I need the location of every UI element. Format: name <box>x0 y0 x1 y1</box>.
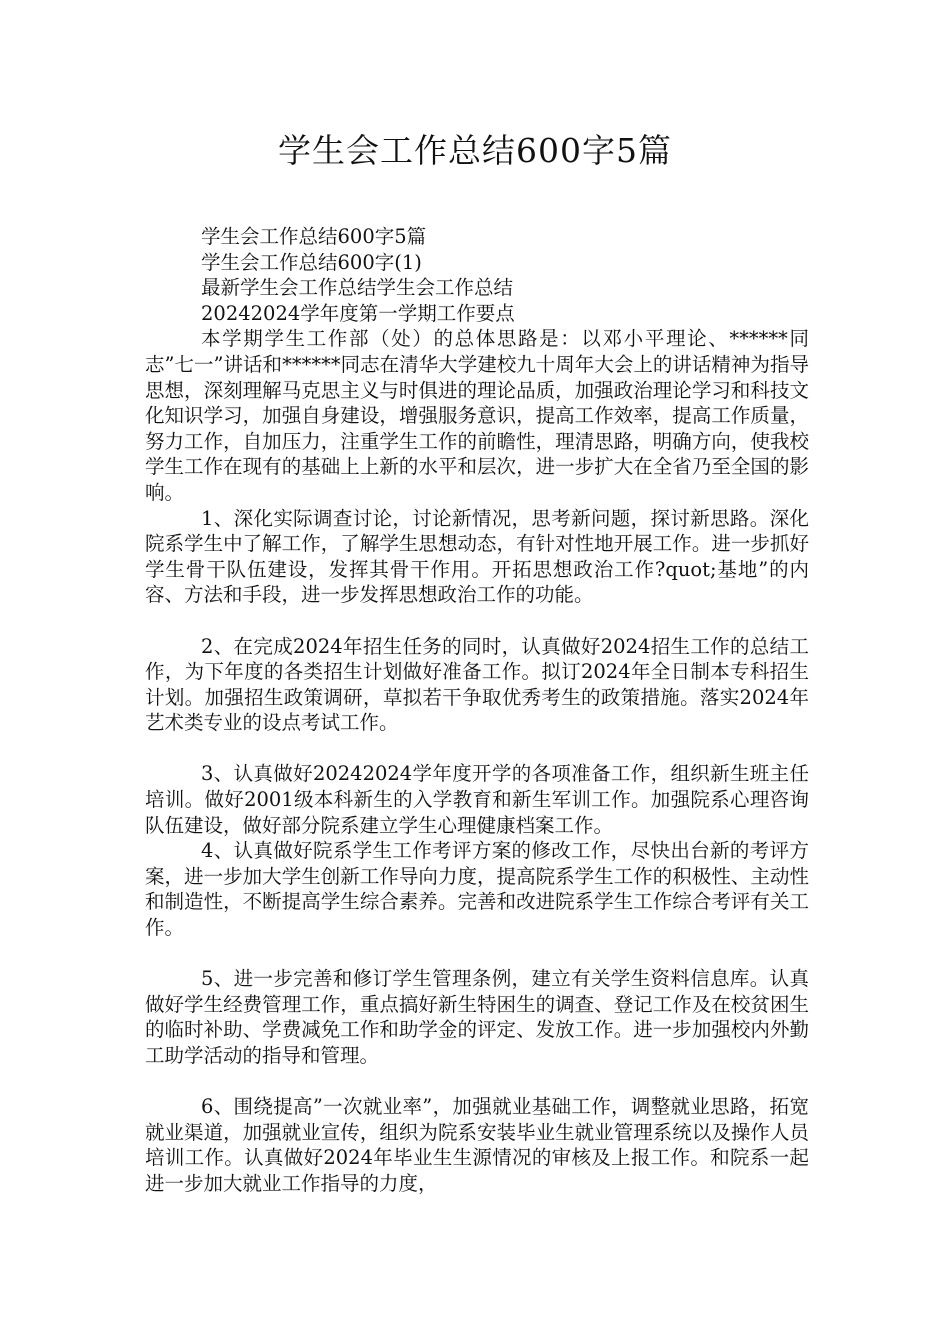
header-line: 20242024学年度第一学期工作要点 <box>201 301 515 325</box>
paragraph: 5、进一步完善和修订学生管理条例，建立有关学生资料信息库。认真做好学生经费管理工作，重点搞好新生特困生的调查、登记工作及在校贫困生的临时补助、学费减免工作和助学金的评定、发放工作。进一步加强校内外勤工助学活动的指导和管理。 <box>145 967 809 1067</box>
header-line: 学生会工作总结600字(1) <box>201 250 422 274</box>
paragraph-spacer <box>145 1069 809 1095</box>
header-line: 最新学生会工作总结学生会工作总结 <box>201 276 514 300</box>
paragraph: 2、在完成2024年招生任务的同时，认真做好2024招生工作的总结工作，为下年度的各类招生计划做好准备工作。拟订2024年全日制本专科招生计划。加强招生政策调研，草拟若干争取优秀考生的政策措施。落实2024年艺术类专业的设点考试工作。 <box>145 634 809 735</box>
paragraph: 1、深化实际调查讨论，讨论新情况，思考新问题，探讨新思路。深化院系学生中了解工作，了解学生思想动态，有针对性地开展工作。进一步抓好学生骨干队伍建设，发挥其骨干作用。开拓思想政治工作?quot;基地”的内容、方法和手段，进一步发挥思想政治工作的功能。 <box>145 506 809 607</box>
header-line: 学生会工作总结600字5篇 <box>201 225 427 248</box>
document-body <box>145 224 809 1197</box>
paragraph-spacer <box>145 941 809 967</box>
paragraph: 3、认真做好20242024学年度开学的各项准备工作，组织新生班主任培训。做好2001级本科新生的入学教育和新生军训工作。加强院系心理咨询队伍建设，做好部分院系建立学生心理健康档案工作。 <box>145 762 809 837</box>
paragraph: 4、认真做好院系学生工作考评方案的修改工作，尽快出台新的考评方案，进一步加大学生创新工作导向力度，提高院系学生工作的积极性、主动性和制造性，不断提高学生综合素养。完善和改进院系学生工作综合考评有关工作。 <box>145 839 809 940</box>
paragraph: 6、围绕提高”一次就业率”，加强就业基础工作，调整就业思路，拓宽就业渠道，加强就业宣传，组织为院系安装毕业生就业管理系统以及操作人员培训工作。认真做好2024年毕业生生源情况的审核及上报工作。和院系一起进一步加大就业工作指导的力度， <box>145 1095 809 1195</box>
paragraph-spacer <box>145 736 809 762</box>
paragraph-spacer <box>145 608 809 634</box>
document-title: 学生会工作总结600字5篇 <box>278 131 672 170</box>
paragraph: 本学期学生工作部（处）的总体思路是：以邓小平理论、******同志”七一”讲话和******同志在清华大学建校九十周年大会上的讲话精神为指导思想，深刻理解马克思主义与时俱进的理论品质，加强政治理论学习和科技文化知识学习，加强自身建设，增强服务意识，提高工作效率，提高工作质量，努力工作，自加压力，注重学生工作的前瞻性，理清思路，明确方向，使我校学生工作在现有的基础上上新的水平和层次，进一步扩大在全省乃至全国的影响。 <box>145 327 809 504</box>
